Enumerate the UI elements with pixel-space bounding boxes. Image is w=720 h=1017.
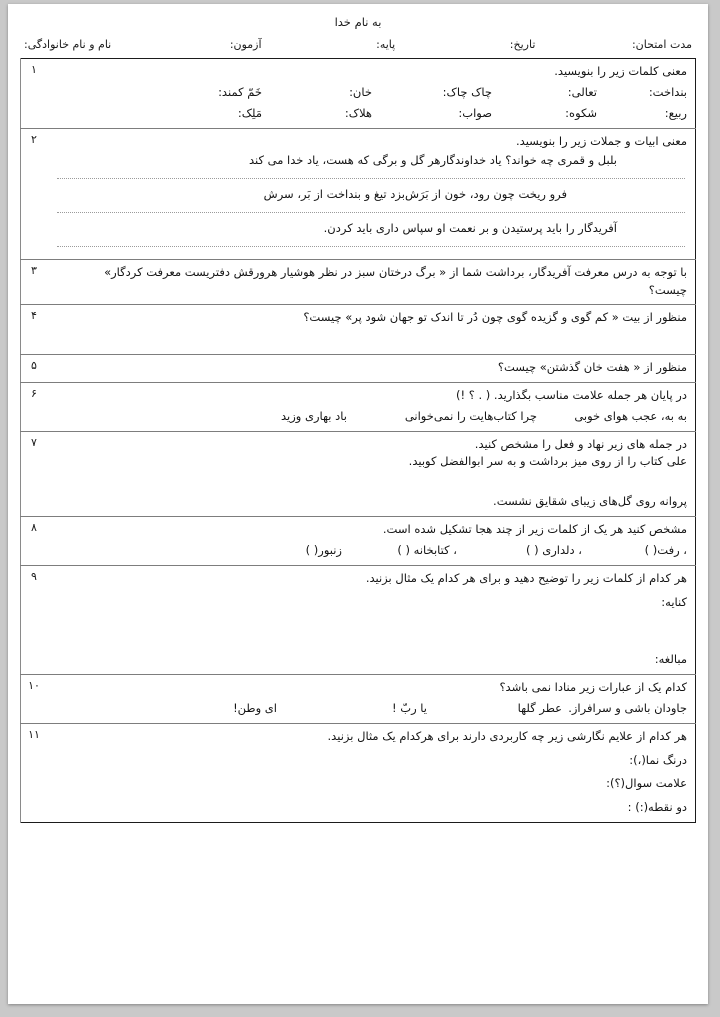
question-number-10: ۱۰ bbox=[21, 675, 48, 724]
word-row bbox=[55, 84, 687, 102]
option-item: باد بهاری وزید bbox=[280, 408, 347, 423]
hemistich-second: فرو ریخت چون رود، خون از بَرَش bbox=[404, 187, 567, 202]
question-prompt-line1: با توجه به درس معرفت آفریدگار، برداشت شما از « برگ درختان سبز در نظر هوشیار هرورقش دفتریست معرفت کردگار» bbox=[104, 264, 687, 279]
word-item: تعالی: bbox=[567, 84, 597, 99]
hemistich-first: بزد تیغ و بنداخت از بَر، سرش bbox=[263, 187, 405, 202]
word-item: بنداخت: bbox=[648, 84, 687, 99]
question-cell-1 bbox=[47, 59, 696, 128]
word-item: خان: bbox=[349, 84, 372, 99]
question-cell-7 bbox=[47, 431, 696, 516]
question-number-1: ۱ bbox=[21, 59, 48, 128]
question-number-8: ۸ bbox=[21, 517, 48, 566]
word-row bbox=[55, 105, 687, 123]
question-prompt: معنی کلمات زیر را بنویسید. bbox=[554, 64, 687, 79]
option-row bbox=[55, 408, 687, 426]
table-row bbox=[21, 259, 696, 305]
header-fields-row bbox=[22, 38, 694, 51]
page-header bbox=[8, 4, 708, 51]
question-number-11: ۱۱ bbox=[21, 723, 48, 822]
option-row bbox=[55, 700, 687, 718]
question-prompt: در پایان هر جمله علامت مناسب بگذارید. ( . ؟ !) bbox=[455, 388, 687, 403]
question-number-6: ۶ bbox=[21, 383, 48, 432]
table-row bbox=[21, 517, 696, 566]
option-item: عطر گلها bbox=[517, 700, 562, 715]
question-number-3: ۳ bbox=[21, 259, 48, 305]
verse-line bbox=[55, 186, 687, 204]
question-sentence-2: پروانه روی گل‌های زیبای شقایق نشست. bbox=[493, 494, 687, 509]
answer-space bbox=[55, 327, 687, 349]
field-grade-label: پایه: bbox=[376, 38, 396, 52]
question-sentence-1: علی کتاب را از روی میز برداشت و به سر ابوالفضل کوبید. bbox=[408, 454, 687, 469]
question-number-5: ۵ bbox=[21, 355, 48, 383]
sub-item-label: درنگ نما(،): bbox=[629, 752, 687, 767]
answer-space bbox=[55, 611, 687, 645]
question-prompt: در جمله های زیر نهاد و فعل را مشخص کنید. bbox=[474, 436, 687, 451]
option-item: زنبور( ) bbox=[305, 542, 342, 557]
question-prompt-line2: چیست؟ bbox=[648, 282, 687, 297]
question-cell-3 bbox=[47, 259, 696, 305]
table-row bbox=[21, 383, 696, 432]
sub-item-label: کنایه: bbox=[661, 594, 687, 609]
sub-item-label: دو نقطه(:) : bbox=[627, 800, 687, 815]
answer-dotted-line bbox=[57, 177, 685, 179]
table-row bbox=[21, 305, 696, 355]
word-item: هلاک: bbox=[344, 105, 372, 120]
word-item: شکوه: bbox=[565, 105, 597, 120]
option-row bbox=[55, 542, 687, 560]
sub-item-label: علامت سوال(؟): bbox=[606, 776, 687, 791]
table-row bbox=[21, 128, 696, 259]
field-duration-label: مدت امتحان: bbox=[631, 38, 692, 52]
question-number-7: ۷ bbox=[21, 431, 48, 516]
option-item: ای وطن! bbox=[233, 700, 277, 715]
word-item: ربیع: bbox=[664, 105, 687, 120]
option-item: ، دلداری ( ) bbox=[525, 542, 582, 557]
question-cell-10 bbox=[47, 675, 696, 724]
verse-line bbox=[55, 152, 687, 170]
exam-worksheet-page bbox=[8, 4, 708, 1004]
table-row bbox=[21, 59, 696, 128]
sub-item-label: مبالغه: bbox=[654, 652, 687, 667]
question-prompt: مشخص کنید هر یک از کلمات زیر از چند هجا تشکیل شده است. bbox=[382, 522, 687, 537]
question-cell-2 bbox=[47, 128, 696, 259]
question-prompt: هر کدام از کلمات زیر را توضیح دهید و برای هر کدام یک مثال بزنید. bbox=[365, 570, 687, 585]
basmala-text: به نام خدا bbox=[334, 15, 382, 29]
field-date-label: تاریخ: bbox=[509, 38, 536, 52]
option-item: چرا کتاب‌هایت را نمی‌خوانی bbox=[404, 408, 537, 423]
field-exam-label: آزمون: bbox=[229, 38, 262, 52]
hemistich-second: بلبل و قمری چه خواند؟ یاد خداوندگار bbox=[440, 153, 617, 168]
question-cell-4 bbox=[47, 305, 696, 355]
table-row bbox=[21, 355, 696, 383]
word-item: خَمّ کمند: bbox=[218, 84, 262, 99]
table-row bbox=[21, 675, 696, 724]
option-item: جاودان باشی و سرافراز. bbox=[568, 700, 687, 715]
table-row bbox=[21, 565, 696, 674]
answer-space bbox=[55, 471, 687, 493]
question-prompt: منظور از « هفت خان گذشتن» چیست؟ bbox=[497, 360, 687, 375]
word-item: مَلِک: bbox=[237, 105, 262, 120]
option-item: یا ربّ ! bbox=[391, 700, 427, 715]
questions-table bbox=[20, 58, 696, 823]
table-row bbox=[21, 431, 696, 516]
word-item: چاک چاک: bbox=[442, 84, 492, 99]
question-prompt: هر کدام از علایم نگارشی زیر چه کاربردی دارند برای هرکدام یک مثال بزنید. bbox=[327, 728, 687, 743]
question-sentence: آفریدگار را باید پرستیدن و بر نعمت او سپاس داری باید کردن. bbox=[323, 220, 617, 235]
answer-dotted-line bbox=[57, 245, 685, 247]
question-number-4: ۴ bbox=[21, 305, 48, 355]
option-item: ، کتابخانه ( ) bbox=[397, 542, 457, 557]
question-cell-8 bbox=[47, 517, 696, 566]
question-prompt: منظور از بیت « کم گوی و گزیده گوی چون دُر تا اندک تو جهان شود پر» چیست؟ bbox=[303, 310, 687, 325]
hemistich-first: هر گل و برگی که هست، یاد خدا می کند bbox=[248, 153, 441, 168]
question-prompt: کدام یک از عبارات زیر منادا نمی باشد؟ bbox=[499, 680, 687, 695]
option-item: ، رفت( ) bbox=[644, 542, 687, 557]
question-number-9: ۹ bbox=[21, 565, 48, 674]
question-cell-6 bbox=[47, 383, 696, 432]
answer-dotted-line bbox=[57, 211, 685, 213]
question-cell-11 bbox=[47, 723, 696, 822]
option-item: به به، عجب هوای خوبی bbox=[574, 408, 687, 423]
question-cell-9 bbox=[47, 565, 696, 674]
question-prompt: معنی ابیات و جملات زیر را بنویسید. bbox=[516, 133, 687, 148]
field-fullname-label: نام و نام خانوادگی: bbox=[24, 38, 112, 52]
word-item: صواب: bbox=[458, 105, 492, 120]
question-cell-5 bbox=[47, 355, 696, 383]
question-number-2: ۲ bbox=[21, 128, 48, 259]
table-row bbox=[21, 723, 696, 822]
